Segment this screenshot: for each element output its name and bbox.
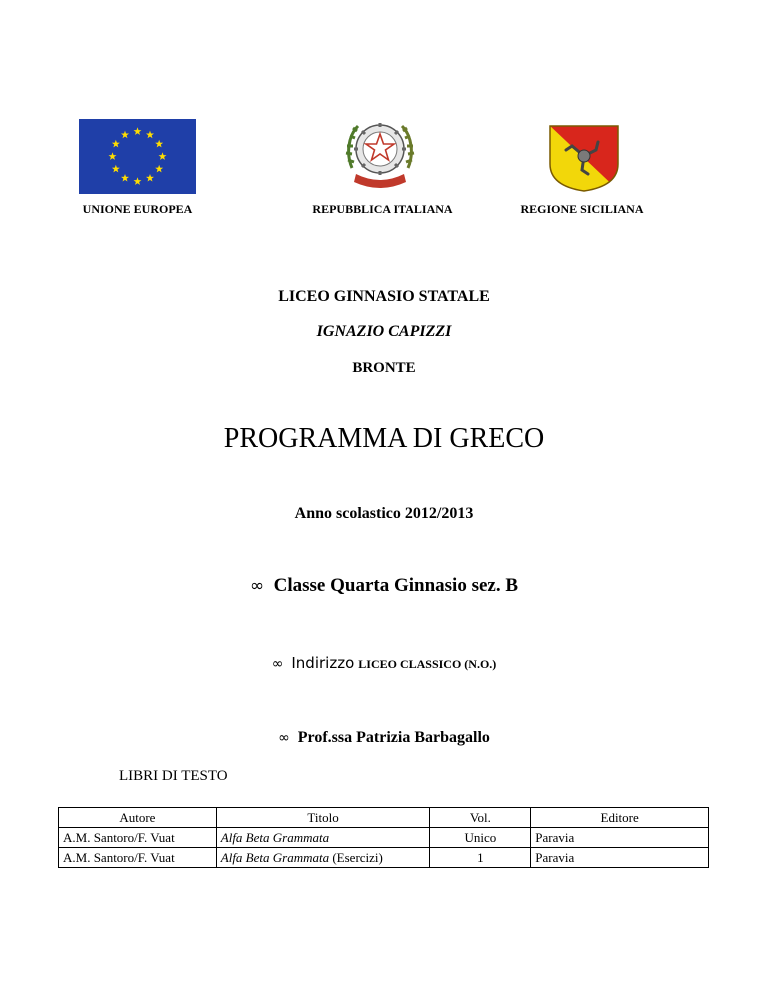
sicily-caption: REGIONE SICILIANA	[520, 202, 644, 216]
track-value: LICEO CLASSICO (N.O.)	[358, 657, 497, 671]
italy-caption: REPUBBLICA ITALIANA	[312, 202, 453, 216]
publisher-cell: Paravia	[531, 828, 709, 848]
title-cell	[216, 848, 430, 868]
sicily-coat-icon	[548, 124, 620, 192]
class-label: Classe Quarta Ginnasio sez. B	[273, 575, 519, 596]
vol-cell: Unico	[430, 828, 531, 848]
track-prefix: Indirizzo	[291, 654, 355, 672]
school-dedication: IGNAZIO CAPIZZI	[316, 323, 452, 340]
author-cell: A.M. Santoro/F. Vuat	[59, 848, 217, 868]
eu-flag-logo	[79, 119, 196, 194]
page-title: PROGRAMMA DI GRECO	[223, 423, 545, 454]
column-header-title: Titolo	[216, 808, 430, 828]
teacher-bullet	[0, 729, 768, 747]
publisher-cell: Paravia	[531, 848, 709, 868]
vol-cell: 1	[430, 848, 531, 868]
infinity-bullet-icon: ∞	[278, 730, 290, 746]
table-header-row	[59, 808, 709, 828]
school-name: LICEO GINNASIO STATALE	[278, 288, 490, 305]
column-header-vol: Vol.	[430, 808, 531, 828]
track-bullet	[0, 654, 768, 673]
sicily-coat-logo	[548, 124, 620, 192]
table-row	[59, 828, 709, 848]
class-bullet	[0, 575, 768, 597]
title-cell	[216, 828, 430, 848]
textbooks-table	[58, 807, 709, 868]
book-title: Alfa Beta Grammata	[220, 830, 330, 845]
table-row	[59, 848, 709, 868]
infinity-bullet-icon: ∞	[271, 656, 284, 672]
eu-caption: UNIONE EUROPEA	[82, 202, 193, 216]
teacher-name: Prof.ssa Patrizia Barbagallo	[297, 729, 490, 746]
italy-emblem-icon	[344, 116, 416, 190]
column-header-author: Autore	[59, 808, 217, 828]
book-title: Alfa Beta Grammata	[220, 850, 330, 865]
infinity-bullet-icon: ∞	[249, 576, 265, 596]
school-city: BRONTE	[352, 360, 416, 376]
book-title-suffix: (Esercizi)	[329, 850, 383, 865]
textbooks-heading: LIBRI DI TESTO	[119, 768, 228, 784]
italy-emblem-logo	[344, 116, 416, 190]
author-cell: A.M. Santoro/F. Vuat	[59, 828, 217, 848]
school-year: Anno scolastico 2012/2013	[294, 505, 474, 522]
column-header-publisher: Editore	[531, 808, 709, 828]
eu-flag-icon	[79, 119, 196, 194]
